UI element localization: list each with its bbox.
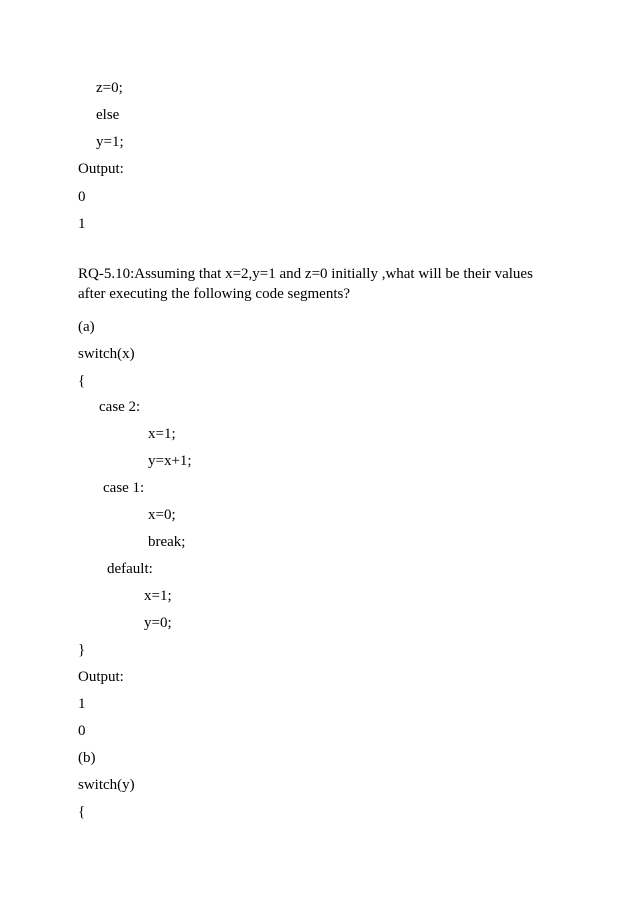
code-line: switch(y)	[78, 777, 135, 793]
code-line: }	[78, 642, 86, 658]
code-line: case 2:	[99, 399, 141, 415]
code-line: y=x+1;	[148, 453, 192, 469]
code-line: y=0;	[144, 615, 172, 631]
code-line: default:	[107, 561, 153, 577]
code-line: x=1;	[148, 426, 176, 442]
code-line: z=0;	[96, 80, 123, 96]
output-label: Output:	[78, 669, 124, 685]
part-label: (b)	[78, 750, 96, 766]
part-label: (a)	[78, 319, 95, 335]
code-line: break;	[148, 534, 186, 550]
code-line: else	[96, 107, 120, 123]
question-text: RQ-5.10:Assuming that x=2,y=1 and z=0 initially ,what will be their values after executing the following code segments?	[78, 266, 533, 302]
code-line: y=1;	[96, 134, 124, 150]
code-line: x=1;	[144, 588, 172, 604]
output-value: 0	[78, 189, 86, 205]
code-line: switch(x)	[78, 346, 135, 362]
output-value: 1	[78, 216, 86, 232]
code-line: {	[78, 804, 86, 820]
output-label: Output:	[78, 161, 124, 177]
output-value: 1	[78, 696, 86, 712]
code-line: {	[78, 373, 86, 389]
output-value: 0	[78, 723, 86, 739]
code-line: x=0;	[148, 507, 176, 523]
code-line: case 1:	[103, 480, 145, 496]
